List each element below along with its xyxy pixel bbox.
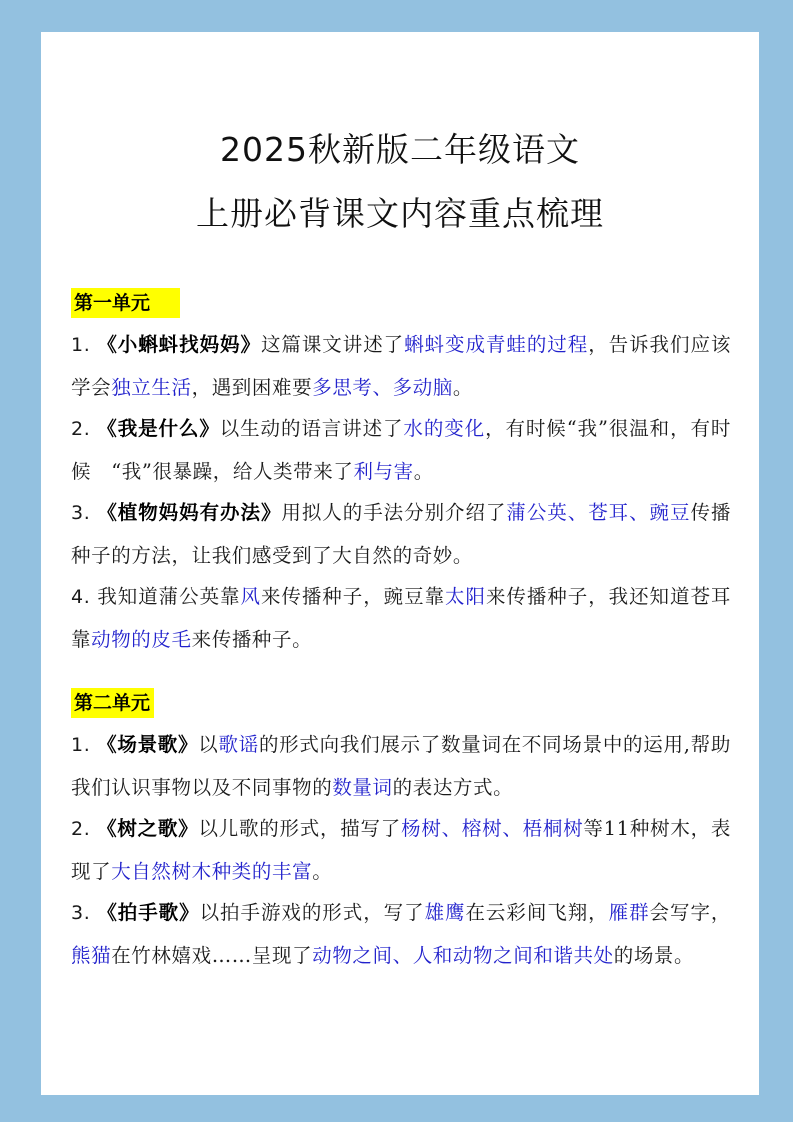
lesson-title: 《场景歌》 — [97, 733, 199, 756]
highlight-text: 大自然树木种类的丰富 — [111, 859, 313, 883]
item-number: 2. — [71, 418, 98, 440]
highlight-text: 独立生活 — [111, 375, 192, 399]
body-text: 来传播种子。 — [191, 627, 313, 651]
item-number: 4. — [71, 586, 98, 608]
body-text: 的表达方式。 — [392, 775, 514, 799]
body-text: 来传播种子，我还知道苍耳靠 — [71, 585, 732, 651]
unit-heading: 第二单元 — [71, 688, 154, 718]
body-text: ，遇到困难要 — [191, 375, 313, 399]
item-number: 1. — [71, 734, 98, 756]
lesson-title: 《我是什么》 — [97, 417, 220, 440]
highlight-text: 风 — [240, 585, 261, 608]
content-item — [71, 324, 731, 408]
content-item — [71, 576, 731, 660]
highlight-text: 蝌蚪变成青蛙的过程 — [404, 333, 589, 356]
unit-section — [71, 688, 731, 976]
highlight-text: 数量词 — [332, 775, 393, 799]
highlight-text: 水的变化 — [403, 417, 486, 440]
body-text: 以儿歌的形式，描写了 — [198, 817, 402, 840]
lesson-title: 《拍手歌》 — [97, 901, 200, 924]
content-item — [71, 892, 731, 976]
lesson-title: 《小蝌蚪找妈妈》 — [97, 333, 261, 356]
body-text: 的形式向我们展示了数量词在不同场景中的运用,帮助我们认识事物以及不同事物的 — [71, 733, 731, 799]
content-item — [71, 408, 731, 492]
unit-items — [71, 724, 731, 976]
body-text: 。 — [452, 375, 474, 399]
body-text: ，告诉我们应该学会 — [71, 333, 732, 399]
body-text: ，有时候“我”很温和，有时候 “我”很暴躁，给人类带来了 — [71, 417, 731, 483]
body-text: 在竹林嬉戏……呈现了 — [111, 943, 313, 967]
unit-section — [71, 288, 731, 660]
highlight-text: 太阳 — [445, 585, 486, 608]
highlight-text: 利与害 — [353, 459, 414, 483]
highlight-text: 熊猫 — [71, 943, 112, 967]
unit-items — [71, 324, 731, 660]
body-text: 以生动的语言讲述了 — [219, 417, 404, 440]
page-title-line1: 2025秋新版二年级语文 — [220, 130, 580, 169]
highlight-text: 动物之间、人和动物之间和谐共处 — [312, 943, 614, 967]
body-text: 会写字， — [649, 901, 732, 924]
lesson-title: 《树之歌》 — [97, 817, 199, 840]
item-number: 1. — [71, 334, 98, 356]
unit-heading: 第一单元 — [71, 288, 180, 318]
highlight-text: 蒲公英、苍耳、豌豆 — [506, 501, 691, 524]
content-item — [71, 724, 731, 808]
body-text: 用拟人的手法分别介绍了 — [281, 501, 507, 524]
body-text: 。 — [312, 859, 333, 883]
item-number: 3. — [71, 902, 98, 924]
document-page — [41, 32, 759, 1095]
content-item — [71, 492, 731, 576]
highlight-text: 雁群 — [608, 901, 650, 924]
body-text: 在云彩间飞翔， — [465, 901, 609, 924]
highlight-text: 雄鹰 — [424, 901, 466, 924]
content-item — [71, 808, 731, 892]
highlight-text: 动物的皮毛 — [91, 627, 192, 651]
body-text: 以 — [198, 733, 219, 756]
body-text: 以拍手游戏的形式，写了 — [199, 901, 425, 924]
body-text: 来传播种子，豌豆靠 — [260, 585, 446, 608]
item-number: 2. — [71, 818, 98, 840]
highlight-text: 多思考、多动脑 — [312, 375, 453, 399]
item-number: 3. — [71, 502, 98, 524]
body-text: 的场景。 — [613, 943, 695, 967]
highlight-text: 杨树、榕树、梧桐树 — [401, 817, 584, 840]
body-text: 传播种子的方法，让我们感受到了大自然的奇妙。 — [71, 501, 732, 567]
body-text: 等11种树木，表现了 — [71, 817, 731, 883]
body-text: 这篇课文讲述了 — [260, 333, 405, 356]
body-text: 。 — [413, 459, 434, 483]
page-title-line2: 上册必背课文内容重点梳理 — [196, 194, 604, 233]
body-text: 我知道蒲公英靠 — [97, 585, 241, 608]
highlight-text: 歌谣 — [218, 733, 259, 756]
lesson-title: 《植物妈妈有办法》 — [97, 501, 282, 524]
